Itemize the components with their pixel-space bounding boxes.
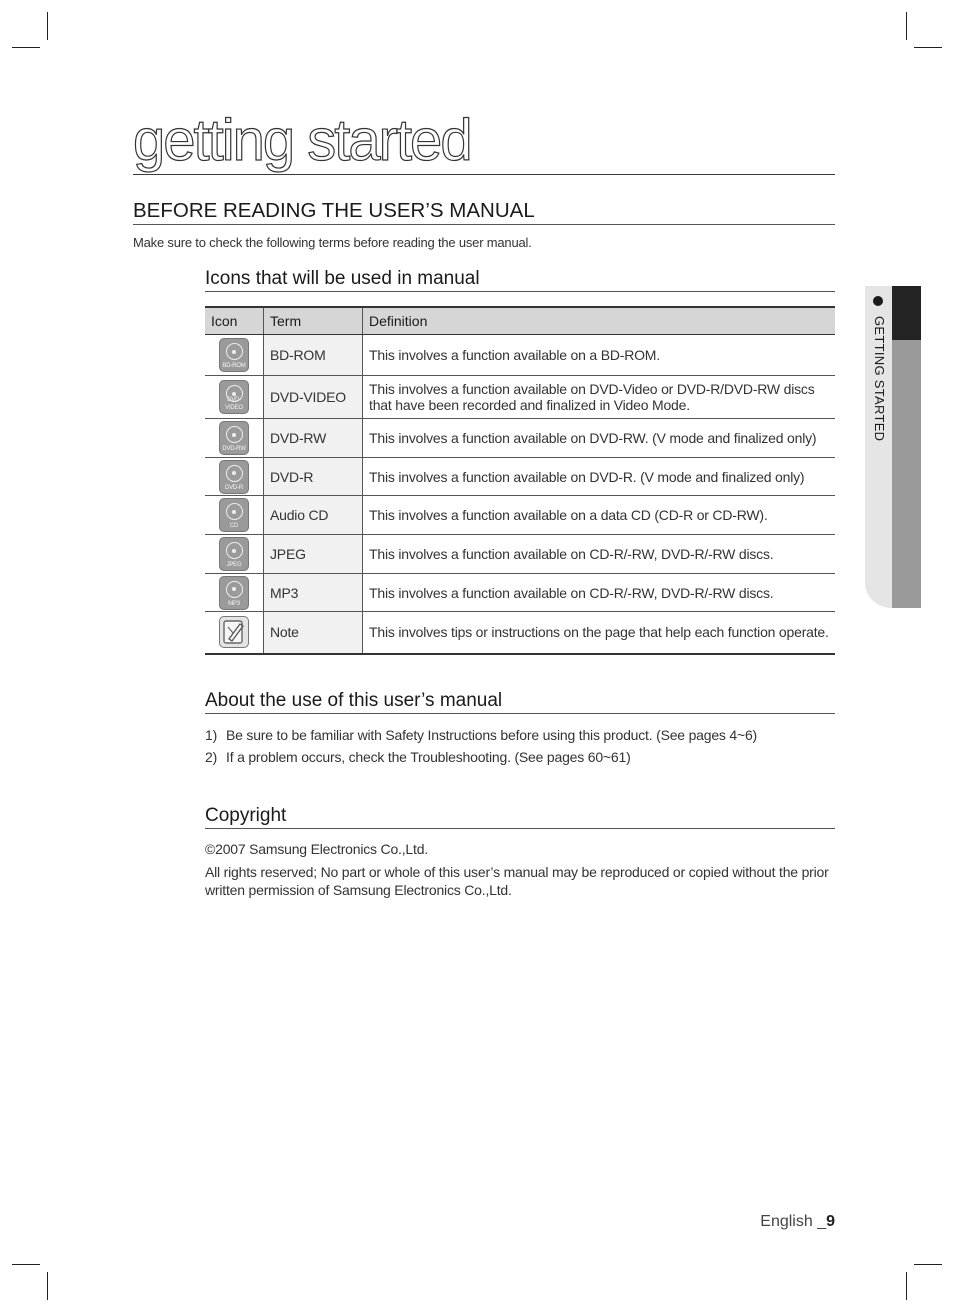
column-header-icon: Icon: [205, 307, 264, 335]
bullet-dot-icon: [873, 296, 883, 306]
note-icon: [219, 616, 249, 648]
icons-table: [205, 306, 835, 655]
crop-mark: [12, 47, 40, 48]
intro-text: Make sure to check the following terms before reading the user manual.: [133, 235, 532, 250]
icon-cell: [205, 419, 264, 458]
crop-mark: [906, 1272, 907, 1300]
definition-cell: This involves a function available on a BD-ROM.: [363, 335, 836, 376]
icon-cell: [205, 535, 264, 574]
icon-cell: [205, 376, 264, 419]
table-row: [205, 535, 835, 574]
table-row: [205, 335, 835, 376]
list-item: 2) If a problem occurs, check the Troubleshooting. (See pages 60~61): [205, 749, 631, 765]
table-row: [205, 419, 835, 458]
about-list: [205, 726, 835, 770]
definition-cell: This involves a function available on DVD-R. (V mode and finalized only): [363, 458, 836, 496]
chapter-title: getting started: [133, 108, 835, 175]
page-number: 9: [826, 1213, 835, 1230]
dvd-r-disc-icon: DVD-R: [219, 460, 249, 494]
side-tab-label: GETTING STARTED: [872, 316, 887, 442]
definition-cell: This involves a function available on CD-R/-RW, DVD-R/-RW discs.: [363, 535, 836, 574]
term-cell: Audio CD: [264, 496, 363, 535]
section-heading: BEFORE READING THE USER’S MANUAL: [133, 198, 835, 225]
crop-mark: [914, 47, 942, 48]
mp3-disc-icon: MP3: [219, 576, 249, 610]
bd-rom-disc-icon: BD-ROM: [219, 338, 249, 372]
cd-disc-icon: CD: [219, 498, 249, 532]
term-cell: DVD-R: [264, 458, 363, 496]
jpeg-disc-icon: JPEG: [219, 537, 249, 571]
list-item: 1) Be sure to be familiar with Safety Instructions before using this product. (See pages 4~6): [205, 727, 758, 743]
table-row: [205, 458, 835, 496]
crop-mark: [12, 1264, 40, 1265]
column-header-term: Term: [264, 307, 363, 335]
term-cell: DVD-RW: [264, 419, 363, 458]
table-row: [205, 496, 835, 535]
definition-cell: This involves tips or instructions on the page that help each function operate.: [363, 612, 836, 654]
icon-cell: [205, 574, 264, 612]
about-heading: About the use of this user’s manual: [205, 689, 835, 714]
term-cell: BD-ROM: [264, 335, 363, 376]
icons-heading: Icons that will be used in manual: [205, 267, 835, 292]
column-header-definition: Definition: [363, 307, 836, 335]
term-cell: DVD-VIDEO: [264, 376, 363, 419]
copyright-notice: All rights reserved; No part or whole of this user’s manual may be reproduced or copied without the prior written permission of Samsung Electronics Co.,Ltd.: [205, 864, 829, 898]
copyright-heading: Copyright: [205, 804, 835, 829]
dvd-video-disc-icon: DVD-VIDEO: [219, 380, 249, 414]
definition-cell: This involves a function available on DVD-Video or DVD-R/DVD-RW discs that have been recorded and finalized in Video Mode.: [363, 376, 836, 419]
term-cell: MP3: [264, 574, 363, 612]
icon-cell: [205, 458, 264, 496]
definition-cell: This involves a function available on a data CD (CD-R or CD-RW).: [363, 496, 836, 535]
page-footer: [760, 1213, 835, 1231]
dvd-rw-disc-icon: DVD-RW: [219, 421, 249, 455]
icon-cell: [205, 335, 264, 376]
chapter-side-tab: [865, 286, 921, 608]
term-cell: Note: [264, 612, 363, 654]
crop-mark: [906, 12, 907, 40]
table-row: [205, 376, 835, 419]
copyright-line: ©2007 Samsung Electronics Co.,Ltd.: [205, 841, 428, 857]
icon-cell: [205, 612, 264, 654]
table-row: [205, 574, 835, 612]
definition-cell: This involves a function available on DVD-RW. (V mode and finalized only): [363, 419, 836, 458]
footer-language: English _: [760, 1213, 827, 1230]
icon-cell: [205, 496, 264, 535]
crop-mark: [47, 12, 48, 40]
crop-mark: [914, 1264, 942, 1265]
table-header-row: [205, 307, 835, 335]
term-cell: JPEG: [264, 535, 363, 574]
crop-mark: [47, 1272, 48, 1300]
table-row: [205, 612, 835, 654]
definition-cell: This involves a function available on CD-R/-RW, DVD-R/-RW discs.: [363, 574, 836, 612]
